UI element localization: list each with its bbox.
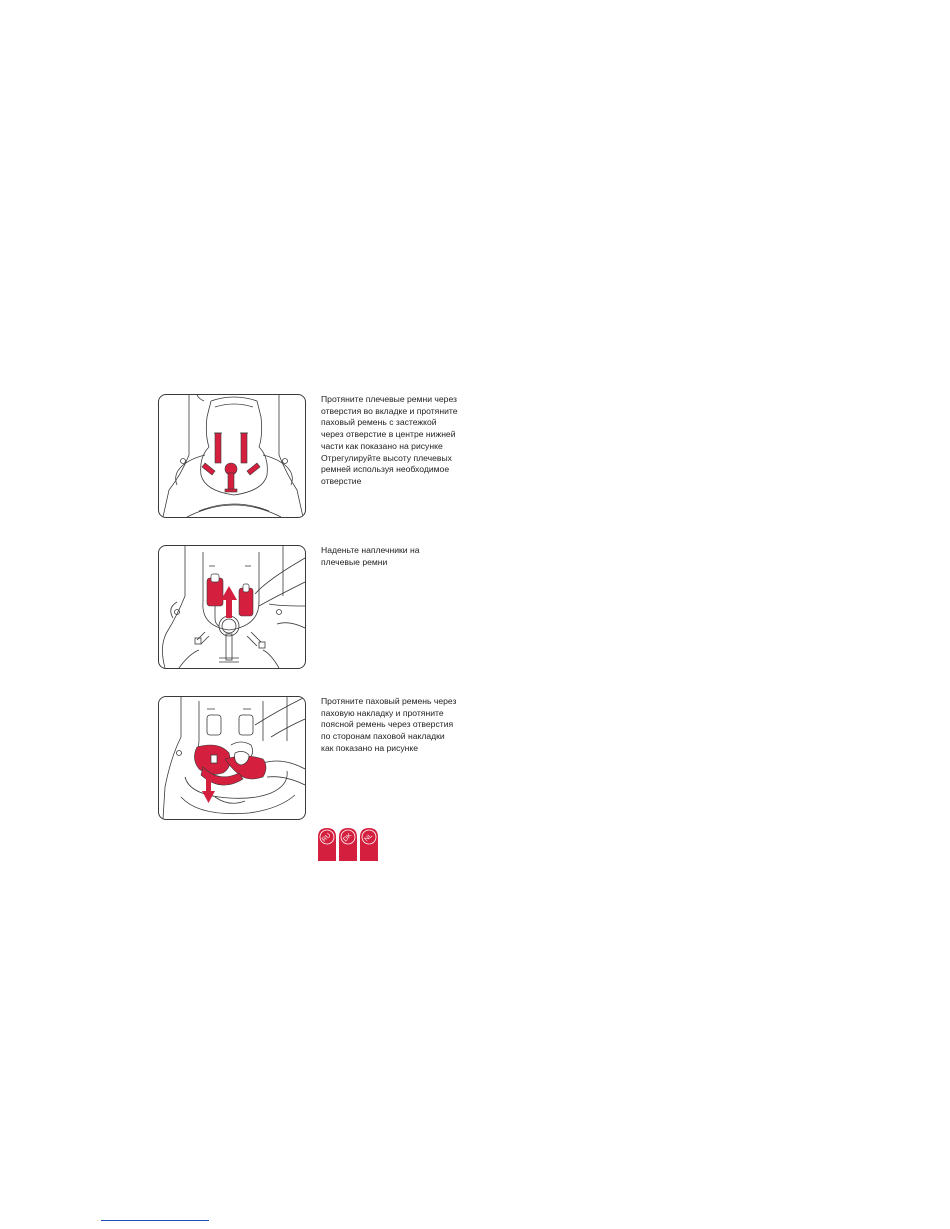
step-1-caption: Протяните плечевые ремни через отверстия во вкладке и протяните паховый ремень с застежкой через отверстие в центре нижней части как показано на рисунке Отрегулируйте высоту плечевых ремней используя необходимое отверстие bbox=[321, 394, 458, 486]
step-3-caption: Протяните паховый ремень через паховую накладку и протяните поясной ремень через отверстия по сторонам паховой накладки как показано на рисунке bbox=[321, 696, 457, 753]
step-2-illustration bbox=[158, 545, 306, 669]
language-tab-dk-label: DK bbox=[342, 832, 354, 844]
language-tab-ru-label: RU bbox=[320, 831, 333, 844]
language-tab-nl-label: NL bbox=[363, 832, 375, 844]
bottom-divider bbox=[101, 1220, 209, 1221]
step-2-caption: Наденьте наплечники на плечевые ремни bbox=[321, 545, 420, 567]
step-3-illustration bbox=[158, 696, 306, 820]
language-tabs bbox=[318, 828, 380, 862]
language-tab-ru bbox=[318, 828, 336, 861]
step-1-illustration bbox=[158, 394, 306, 518]
language-tab-nl bbox=[360, 828, 378, 861]
language-tab-dk bbox=[339, 828, 357, 861]
